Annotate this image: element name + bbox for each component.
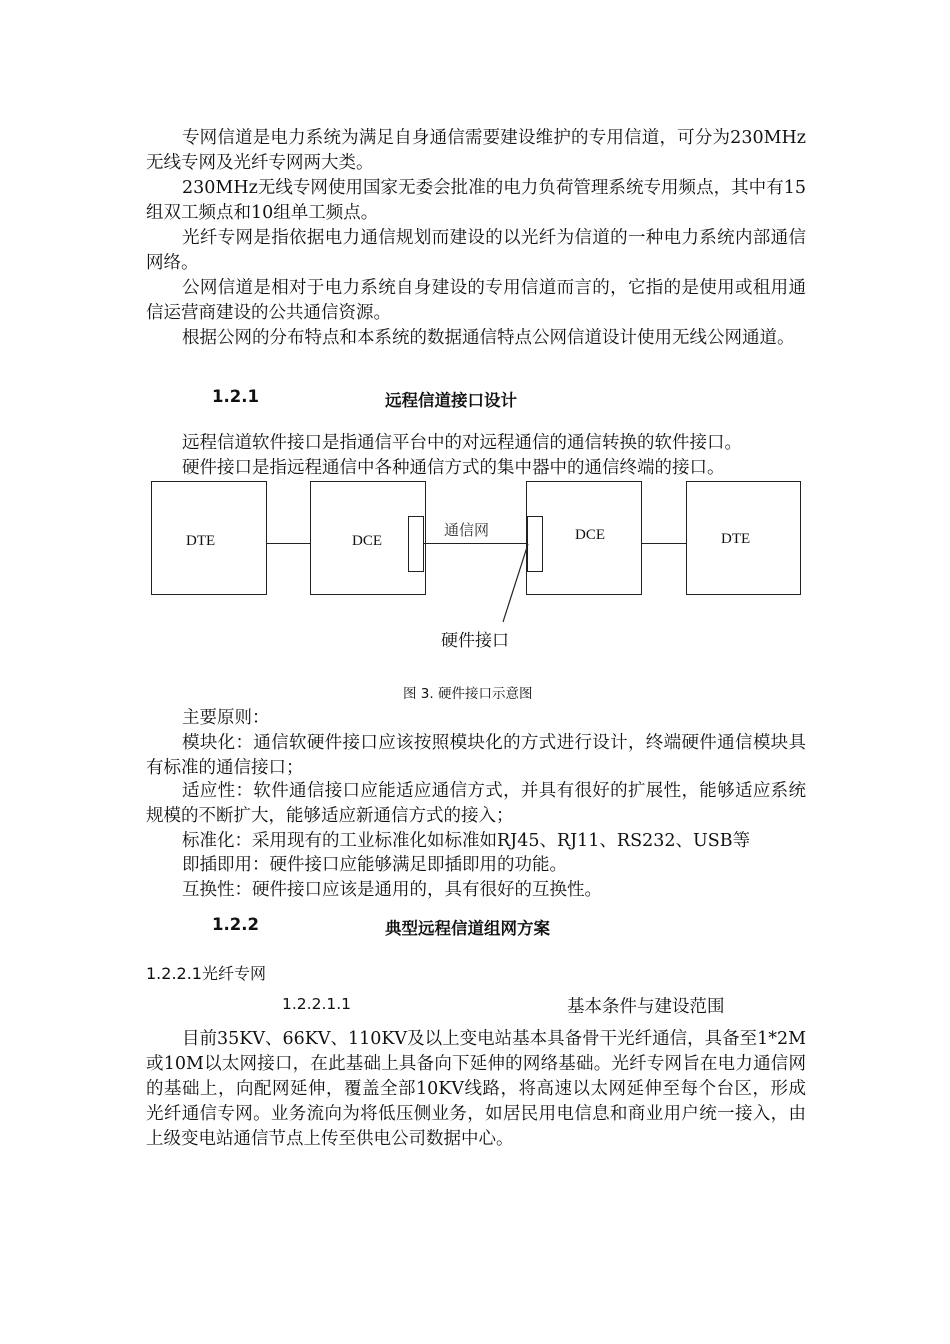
callout-pointer [490,540,540,630]
hardware-interface-callout: 硬件接口 [441,631,509,651]
interface-port-left [408,516,424,572]
heading-title-122: 典型远程信道组网方案 [385,919,550,938]
principle-standard: 标准化：采用现有的工业标准化如标准如RJ45、RJ11、RS232、USB等 [182,831,751,851]
figure-caption: 图 3. 硬件接口示意图 [403,686,533,702]
dce-right-label: DCE [575,527,605,543]
principle-interchangeable: 互换性：硬件接口应该是通用的，具有很好的互换性。 [182,880,602,900]
paragraph-fiber-scope: 目前35KV、66KV、110KV及以上变电站基本具备骨干光纤通信，具备至1*2M或10M以太网接口，在此基础上具备向下延伸的网络基础。光纤专网旨在电力通信网的基础上，向配网延伸，覆盖全部10KV线路，将高速以太网延伸至每个台区，形成光纤通信专网。业务流向为将低压侧业务，如居民用电信息和商业用户统一接入，由上级变电站通信节点上传至供电公司数据中心。 [146,1029,807,1149]
paragraph-wireless-public: 根据公网的分布特点和本系统的数据通信特点公网信道设计使用无线公网通道。 [182,328,795,348]
principle-adaptive: 适应性：软件通信接口应能适应通信方式，并具有很好的扩展性，能够适应系统规模的不断扩大，能够适应新通信方式的接入； [146,781,806,826]
heading-title-12211: 基本条件与建设范围 [567,997,725,1017]
paragraph-public-channel: 公网信道是相对于电力系统自身建设的专用信道而言的，它指的是使用或租用通信运营商建设的公共通信资源。 [146,278,806,323]
paragraph-230mhz: 230MHz无线专网使用国家无委会批准的电力负荷管理系统专用频点，其中有15组双工频点和10组单工频点。 [146,178,806,223]
heading-number-122: 1.2.2 [212,915,259,934]
link-dce-dte-right [641,543,686,544]
principles-intro: 主要原则： [182,708,270,728]
paragraph-private-channel: 专网信道是电力系统为满足自身通信需要建设维护的专用信道，可分为230MHz无线专网及光纤专网两大类。 [146,128,806,173]
heading-number-121: 1.2.1 [212,387,259,406]
dce-left-label: DCE [352,533,382,549]
dte-right-label: DTE [721,531,751,547]
principle-modular: 模块化：通信软硬件接口应该按照模块化的方式进行设计，终端硬件通信模块具有标准的通信接口； [146,733,806,778]
interface-software-line: 远程信道软件接口是指通信平台中的对远程通信的通信转换的软件接口。 [182,433,742,453]
heading-number-12211: 1.2.2.1.1 [282,995,352,1013]
heading-1221-fiber: 1.2.2.1光纤专网 [146,964,266,983]
heading-title-121: 远程信道接口设计 [385,391,517,410]
link-dte-dce-left [266,543,310,544]
interface-hardware-line: 硬件接口是指远程通信中各种通信方式的集中器中的通信终端的接口。 [182,458,725,478]
network-label: 通信网 [444,521,490,539]
paragraph-fiber-network: 光纤专网是指依据电力通信规划而建设的以光纤为信道的一种电力系统内部通信网络。 [146,228,806,273]
dte-left-label: DTE [186,533,216,549]
principle-plug-and-play: 即插即用：硬件接口应能够满足即插即用的功能。 [182,855,567,875]
